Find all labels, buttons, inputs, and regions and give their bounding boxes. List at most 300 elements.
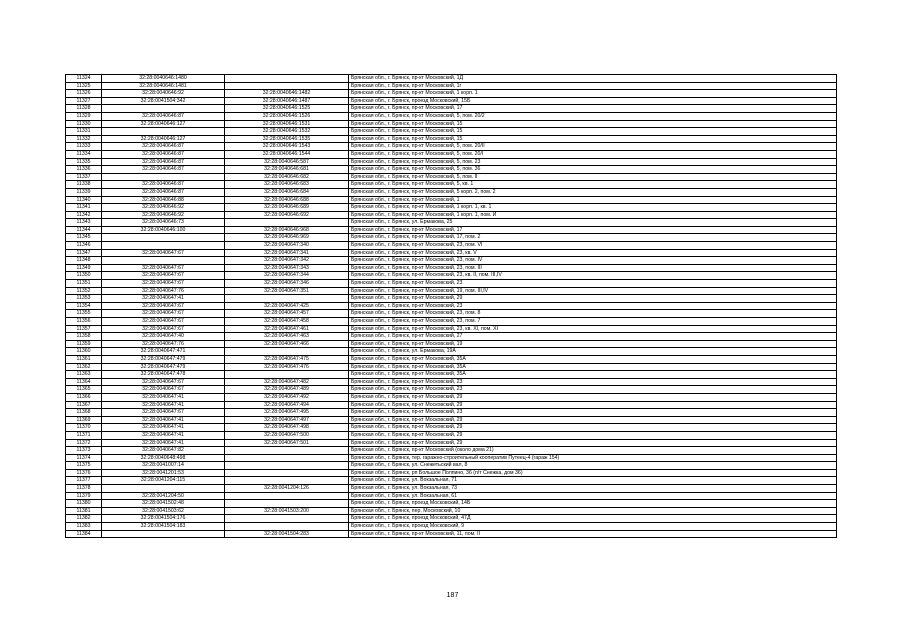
object-cadastral-number-cell [225, 515, 349, 523]
row-number-cell: 11334 [66, 150, 102, 158]
address-cell: Брянская обл., г. Брянск, пер. Московский, 10 [349, 507, 837, 515]
object-cadastral-number-cell [225, 447, 349, 455]
object-cadastral-number-cell [225, 462, 349, 470]
table-row [66, 181, 837, 189]
address-cell: Брянская обл., г. Брянск, проезд Московский, 15Б [349, 97, 837, 105]
table-row [66, 128, 837, 136]
object-cadastral-number-cell: 32:28:0040647:495 [225, 409, 349, 417]
object-cadastral-number-cell: 32:28:0040647:351 [225, 287, 349, 295]
table-row [66, 386, 837, 394]
object-cadastral-number-cell [225, 492, 349, 500]
cadastral-number-cell: 32:28:0040647:67 [102, 409, 225, 417]
object-cadastral-number-cell [225, 295, 349, 303]
row-number-cell: 11331 [66, 128, 102, 136]
row-number-cell: 11353 [66, 295, 102, 303]
cadastral-number-cell: 32:28:0040646:87 [102, 150, 225, 158]
address-cell: Брянская обл., г. Брянск, пр-кт Московский, 27 [349, 333, 837, 341]
row-number-cell: 11367 [66, 401, 102, 409]
address-cell: Брянская обл., г. Брянск, пр-кт Московский, 29 [349, 424, 837, 432]
row-number-cell: 11361 [66, 355, 102, 363]
table-row [66, 485, 837, 493]
row-number-cell: 11368 [66, 409, 102, 417]
row-number-cell: 11375 [66, 462, 102, 470]
row-number-cell: 11329 [66, 112, 102, 120]
cadastral-number-cell [102, 105, 225, 113]
address-cell: Брянская обл., г. Брянск, пр-кт Московский, 29 [349, 393, 837, 401]
registry-table-body [66, 75, 837, 538]
row-number-cell: 11346 [66, 242, 102, 250]
object-cadastral-number-cell: 32:28:0040647:461 [225, 325, 349, 333]
table-row [66, 401, 837, 409]
object-cadastral-number-cell: 32:28:0040647:343 [225, 264, 349, 272]
cadastral-number-cell: 32:28:0040646:73 [102, 219, 225, 227]
table-row [66, 105, 837, 113]
table-row [66, 523, 837, 531]
address-cell: Брянская обл., г. Брянск, ул. Вокзальная, 73 [349, 485, 837, 493]
object-cadastral-number-cell: 32:28:0040647:494 [225, 401, 349, 409]
object-cadastral-number-cell: 32:28:0040646:1525 [225, 105, 349, 113]
row-number-cell: 11384 [66, 530, 102, 538]
cadastral-number-cell: 32:28:0040647:41 [102, 401, 225, 409]
object-cadastral-number-cell [225, 477, 349, 485]
cadastral-number-cell: 32:28:0040647:67 [102, 310, 225, 318]
row-number-cell: 11371 [66, 431, 102, 439]
address-cell: Брянская обл., г. Брянск, пр-кт Московский, 5, пом. 20/II [349, 143, 837, 151]
address-cell: Брянская обл., г. Брянск, пр-кт Московский, 23, пом. 8 [349, 310, 837, 318]
row-number-cell: 11379 [66, 492, 102, 500]
table-row [66, 120, 837, 128]
address-cell: Брянская обл., г. Брянск, пр-кт Московский, 17 [349, 226, 837, 234]
address-cell: Брянская обл., г. Брянск, ул. Снежетьский вал, 8 [349, 462, 837, 470]
cadastral-number-cell: 32:28:0040647:41 [102, 393, 225, 401]
object-cadastral-number-cell: 32:28:0040647:342 [225, 257, 349, 265]
address-cell: Брянская обл., г. Брянск, пр-кт Московский, 5 корп. 2, пом. 2 [349, 188, 837, 196]
row-number-cell: 11337 [66, 173, 102, 181]
cadastral-number-cell: 32:28:0041503:62 [102, 507, 225, 515]
cadastral-number-cell: 32:28:0040647:82 [102, 447, 225, 455]
table-row [66, 492, 837, 500]
object-cadastral-number-cell [225, 348, 349, 356]
object-cadastral-number-cell: 32:28:0040647:482 [225, 378, 349, 386]
cadastral-number-cell: 32:28:0040646:92 [102, 211, 225, 219]
cadastral-number-cell: 32:28:0040646:100 [102, 226, 225, 234]
table-row [66, 515, 837, 523]
row-number-cell: 11345 [66, 234, 102, 242]
table-row [66, 135, 837, 143]
object-cadastral-number-cell: 32:28:0040647:425 [225, 302, 349, 310]
cadastral-number-cell: 32:28:0040646:87 [102, 158, 225, 166]
cadastral-number-cell: 32:28:0041201:53 [102, 469, 225, 477]
cadastral-number-cell: 32:28:0041504:342 [102, 97, 225, 105]
cadastral-number-cell: 32:28:0040647:76 [102, 340, 225, 348]
row-number-cell: 11370 [66, 424, 102, 432]
cadastral-number-cell [102, 234, 225, 242]
cadastral-number-cell: 32:28:0040647:67 [102, 378, 225, 386]
object-cadastral-number-cell: 32:28:0040646:689 [225, 204, 349, 212]
cadastral-number-cell: 32:28:0041007:14 [102, 462, 225, 470]
row-number-cell: 11347 [66, 249, 102, 257]
cadastral-number-cell: 32:28:0040646:87 [102, 188, 225, 196]
object-cadastral-number-cell: 32:28:0040647:498 [225, 424, 349, 432]
table-row [66, 439, 837, 447]
table-row [66, 150, 837, 158]
cadastral-number-cell: 32:28:0040647:41 [102, 295, 225, 303]
address-cell: Брянская обл., г. Брянск, проезд Московский, 9 [349, 523, 837, 531]
table-row [66, 340, 837, 348]
object-cadastral-number-cell: 32:28:0040647:457 [225, 310, 349, 318]
row-number-cell: 11372 [66, 439, 102, 447]
address-cell: Брянская обл., г. Брянск, пр-кт Московский, 15 [349, 120, 837, 128]
table-row [66, 97, 837, 105]
table-row [66, 264, 837, 272]
cadastral-number-cell: 32:28:0040646:87 [102, 181, 225, 189]
table-row [66, 310, 837, 318]
table-row [66, 378, 837, 386]
row-number-cell: 11352 [66, 287, 102, 295]
object-cadastral-number-cell: 32:28:0040646:682 [225, 173, 349, 181]
cadastral-number-cell: 32:28:0040647:41 [102, 431, 225, 439]
table-row [66, 507, 837, 515]
row-number-cell: 11336 [66, 166, 102, 174]
address-cell: Брянская обл., г. Брянск, пр-кт Московский, 1 корп. 1, кв. 1 [349, 204, 837, 212]
address-cell: Брянская обл., г. Брянск, пр-кт Московский, 1г [349, 82, 837, 90]
cadastral-number-cell: 32:28:0040647:67 [102, 325, 225, 333]
address-cell: Брянская обл., г. Брянск, пр-кт Московский, 5, пом. 20/2 [349, 112, 837, 120]
cadastral-number-cell: 32:28:0040647:471 [102, 348, 225, 356]
row-number-cell: 11349 [66, 264, 102, 272]
page-number: 187 [446, 592, 459, 599]
cadastral-number-cell: 32:28:0041204:50 [102, 492, 225, 500]
table-row [66, 318, 837, 326]
row-number-cell: 11358 [66, 333, 102, 341]
address-cell: Брянская обл., г. Брянск, пр-кт Московский, 23, кв. V [349, 249, 837, 257]
cadastral-number-cell: 32:28:0040647:41 [102, 424, 225, 432]
cadastral-number-cell: 32:28:0041504:183 [102, 523, 225, 531]
object-cadastral-number-cell: 32:28:0040647:466 [225, 340, 349, 348]
object-cadastral-number-cell: 32:28:0040646:1535 [225, 135, 349, 143]
address-cell: Брянская обл., г. Брянск, ул. Ермакова, 25 [349, 219, 837, 227]
object-cadastral-number-cell [225, 75, 349, 83]
row-number-cell: 11380 [66, 500, 102, 508]
cadastral-number-cell [102, 257, 225, 265]
row-number-cell: 11359 [66, 340, 102, 348]
cadastral-number-cell: 32:28:0040647:67 [102, 302, 225, 310]
registry-table [65, 74, 837, 538]
row-number-cell: 11378 [66, 485, 102, 493]
address-cell: Брянская обл., г. Брянск, рп Большое Полпино, 36 (п/т Снежка, дом 36) [349, 469, 837, 477]
object-cadastral-number-cell: 32:28:0041503:200 [225, 507, 349, 515]
row-number-cell: 11338 [66, 181, 102, 189]
cadastral-number-cell [102, 128, 225, 136]
table-row [66, 530, 837, 538]
object-cadastral-number-cell: 32:28:0040646:1532 [225, 128, 349, 136]
table-row [66, 462, 837, 470]
object-cadastral-number-cell: 32:28:0040646:1543 [225, 143, 349, 151]
address-cell: Брянская обл., г. Брянск, пр-кт Московский, 29 [349, 416, 837, 424]
object-cadastral-number-cell: 32:28:0040646:681 [225, 166, 349, 174]
table-row [66, 226, 837, 234]
address-cell: Брянская обл., г. Брянск, пр-кт Московский, 23 [349, 386, 837, 394]
address-cell: Брянская обл., г. Брянск, пр-кт Московский, 19 [349, 340, 837, 348]
address-cell: Брянская обл., г. Брянск, пр-кт Московский, 5, пом. 36 [349, 166, 837, 174]
address-cell: Брянская обл., г. Брянск, пр-кт Московский, 23, пом. VI [349, 242, 837, 250]
address-cell: Брянская обл., г. Брянск, пр-кт Московский, 29 [349, 439, 837, 447]
table-row [66, 409, 837, 417]
row-number-cell: 11360 [66, 348, 102, 356]
address-cell: Брянская обл., г. Брянск, пр-кт Московский, 23, кв. XI, пом. XI [349, 325, 837, 333]
row-number-cell: 11344 [66, 226, 102, 234]
table-row [66, 348, 837, 356]
object-cadastral-number-cell: 32:28:0040647:463 [225, 333, 349, 341]
row-number-cell: 11369 [66, 416, 102, 424]
row-number-cell: 11373 [66, 447, 102, 455]
address-cell: Брянская обл., г. Брянск, проезд Московский, 14Б [349, 500, 837, 508]
table-row [66, 333, 837, 341]
table-row [66, 477, 837, 485]
address-cell: Брянская обл., г. Брянск, пр-кт Московский, 35А [349, 363, 837, 371]
row-number-cell: 11335 [66, 158, 102, 166]
cadastral-number-cell: 32:28:0040647:67 [102, 318, 225, 326]
cadastral-number-cell: 32:28:0040647:76 [102, 287, 225, 295]
cadastral-number-cell: 32:28:0040648:498 [102, 454, 225, 462]
table-row [66, 234, 837, 242]
row-number-cell: 11383 [66, 523, 102, 531]
cadastral-number-cell: 32:28:0040647:67 [102, 272, 225, 280]
cadastral-number-cell: 32:28:0040647:41 [102, 439, 225, 447]
row-number-cell: 11365 [66, 386, 102, 394]
address-cell: Брянская обл., г. Брянск, пр-кт Московский, 11, пом. II [349, 530, 837, 538]
address-cell: Брянская обл., г. Брянск, пр-кт Московский (около дома 21) [349, 447, 837, 455]
row-number-cell: 11355 [66, 310, 102, 318]
address-cell: Брянская обл., г. Брянск, ул. Вокзальная, 61 [349, 492, 837, 500]
address-cell: Брянская обл., г. Брянск, пр-кт Московский, 15 [349, 135, 837, 143]
cadastral-number-cell: 32:28:0040646:127 [102, 120, 225, 128]
table-row [66, 325, 837, 333]
address-cell: Брянская обл., г. Брянск, пр-кт Московский, 23, пом. III [349, 264, 837, 272]
address-cell: Брянская обл., г. Брянск, пр-кт Московский, 1 [349, 196, 837, 204]
row-number-cell: 11324 [66, 75, 102, 83]
object-cadastral-number-cell: 32:28:0040646:969 [225, 234, 349, 242]
row-number-cell: 11382 [66, 515, 102, 523]
object-cadastral-number-cell [225, 371, 349, 379]
table-row [66, 280, 837, 288]
object-cadastral-number-cell: 32:28:0040646:688 [225, 196, 349, 204]
address-cell: Брянская обл., г. Брянск, пр-кт Московский, 23 [349, 409, 837, 417]
object-cadastral-number-cell [225, 454, 349, 462]
object-cadastral-number-cell [225, 82, 349, 90]
row-number-cell: 11376 [66, 469, 102, 477]
cadastral-number-cell: 32:28:0040646:127 [102, 135, 225, 143]
object-cadastral-number-cell: 32:28:0041204:126 [225, 485, 349, 493]
table-row [66, 188, 837, 196]
row-number-cell: 11356 [66, 318, 102, 326]
table-row [66, 447, 837, 455]
address-cell: Брянская обл., г. Брянск, пр-кт Московский, 35А [349, 371, 837, 379]
object-cadastral-number-cell: 32:28:0040646:1544 [225, 150, 349, 158]
object-cadastral-number-cell: 32:28:0040647:475 [225, 355, 349, 363]
object-cadastral-number-cell: 32:28:0040646:1482 [225, 90, 349, 98]
table-row [66, 173, 837, 181]
table-row [66, 249, 837, 257]
row-number-cell: 11333 [66, 143, 102, 151]
table-row [66, 454, 837, 462]
table-row [66, 431, 837, 439]
address-cell: Брянская обл., г. Брянск, тер. гаражно-строительный кооператив Путеец-4 (гараж 154) [349, 454, 837, 462]
table-row [66, 393, 837, 401]
object-cadastral-number-cell: 32:28:0040647:501 [225, 439, 349, 447]
cadastral-number-cell [102, 242, 225, 250]
table-row [66, 242, 837, 250]
cadastral-number-cell: 32:28:0041204:115 [102, 477, 225, 485]
address-cell: Брянская обл., г. Брянск, пр-кт Московский, 5, кв. 1 [349, 181, 837, 189]
address-cell: Брянская обл., г. Брянск, пр-кт Московский, 23, пом. 7 [349, 318, 837, 326]
row-number-cell: 11357 [66, 325, 102, 333]
object-cadastral-number-cell: 32:28:0040646:587 [225, 158, 349, 166]
row-number-cell: 11377 [66, 477, 102, 485]
cadastral-number-cell: 32:28:0040646:87 [102, 143, 225, 151]
object-cadastral-number-cell [225, 523, 349, 531]
cadastral-number-cell: 32:28:0040646:1480 [102, 75, 225, 83]
table-row [66, 469, 837, 477]
address-cell: Брянская обл., г. Брянск, пр-кт Московский, 29 [349, 295, 837, 303]
row-number-cell: 11332 [66, 135, 102, 143]
cadastral-number-cell: 32:28:0040647:67 [102, 249, 225, 257]
table-row [66, 143, 837, 151]
address-cell: Брянская обл., г. Брянск, пр-кт Московский, 1 корп. 1 [349, 90, 837, 98]
row-number-cell: 11340 [66, 196, 102, 204]
cadastral-number-cell: 32:28:0040647:67 [102, 386, 225, 394]
object-cadastral-number-cell: 32:28:0040647:344 [225, 272, 349, 280]
table-row [66, 295, 837, 303]
row-number-cell: 11342 [66, 211, 102, 219]
address-cell: Брянская обл., г. Брянск, пр-кт Московский, 35А [349, 355, 837, 363]
object-cadastral-number-cell: 32:28:0040646:684 [225, 188, 349, 196]
object-cadastral-number-cell: 32:28:0040647:346 [225, 280, 349, 288]
address-cell: Брянская обл., г. Брянск, пр-кт Московский, 5, пом. II [349, 173, 837, 181]
address-cell: Брянская обл., г. Брянск, пр-кт Московский, 19, пом. III,IV [349, 287, 837, 295]
cadastral-number-cell: 32:28:0040647:479 [102, 355, 225, 363]
object-cadastral-number-cell: 32:28:0040646:1526 [225, 112, 349, 120]
row-number-cell: 11348 [66, 257, 102, 265]
address-cell: Брянская обл., г. Брянск, пр-кт Московский, 29 [349, 431, 837, 439]
row-number-cell: 11330 [66, 120, 102, 128]
table-row [66, 355, 837, 363]
object-cadastral-number-cell: 32:28:0040647:476 [225, 363, 349, 371]
address-cell: Брянская обл., г. Брянск, пр-кт Московский, 5, пом. 23 [349, 158, 837, 166]
row-number-cell: 11328 [66, 105, 102, 113]
address-cell: Брянская обл., г. Брянск, ул. Ермакова, 19А [349, 348, 837, 356]
address-cell: Брянская обл., г. Брянск, пр-кт Московский, 23 [349, 280, 837, 288]
table-row [66, 166, 837, 174]
cadastral-number-cell: 32:28:0040646:87 [102, 112, 225, 120]
object-cadastral-number-cell: 32:28:0041504:283 [225, 530, 349, 538]
cadastral-number-cell: 32:28:0040646:88 [102, 196, 225, 204]
table-row [66, 424, 837, 432]
cadastral-number-cell: 32:28:0041502:48 [102, 500, 225, 508]
row-number-cell: 11354 [66, 302, 102, 310]
cadastral-number-cell: 32:28:0040647:40 [102, 333, 225, 341]
table-row [66, 363, 837, 371]
address-cell: Брянская обл., г. Брянск, пр-кт Московский, 17, пом. 2 [349, 234, 837, 242]
object-cadastral-number-cell [225, 500, 349, 508]
cadastral-number-cell: 32:28:0040646:92 [102, 204, 225, 212]
table-row [66, 302, 837, 310]
object-cadastral-number-cell: 32:28:0040647:500 [225, 431, 349, 439]
row-number-cell: 11339 [66, 188, 102, 196]
object-cadastral-number-cell: 32:28:0040647:341 [225, 249, 349, 257]
row-number-cell: 11366 [66, 393, 102, 401]
table-row [66, 257, 837, 265]
cadastral-number-cell [102, 485, 225, 493]
table-row [66, 75, 837, 83]
row-number-cell: 11381 [66, 507, 102, 515]
object-cadastral-number-cell [225, 469, 349, 477]
address-cell: Брянская обл., г. Брянск, пр-кт Московский, 29 [349, 401, 837, 409]
object-cadastral-number-cell: 32:28:0040646:1531 [225, 120, 349, 128]
table-row [66, 371, 837, 379]
address-cell: Брянская обл., г. Брянск, пр-кт Московский, 17 [349, 105, 837, 113]
address-cell: Брянская обл., г. Брянск, пр-кт Московский, 23, кв. II, пом. III,IV [349, 272, 837, 280]
object-cadastral-number-cell: 32:28:0040647:497 [225, 416, 349, 424]
row-number-cell: 11374 [66, 454, 102, 462]
cadastral-number-cell: 32:28:0040646:1481 [102, 82, 225, 90]
row-number-cell: 11363 [66, 371, 102, 379]
cadastral-number-cell: 32:28:0040646:87 [102, 166, 225, 174]
cadastral-number-cell: 32:28:0041504:176 [102, 515, 225, 523]
object-cadastral-number-cell: 32:28:0040646:1487 [225, 97, 349, 105]
table-row [66, 211, 837, 219]
object-cadastral-number-cell: 32:28:0040647:489 [225, 386, 349, 394]
address-cell: Брянская обл., г. Брянск, пр-кт Московский, 1Д [349, 75, 837, 83]
object-cadastral-number-cell: 32:28:0040646:692 [225, 211, 349, 219]
address-cell: Брянская обл., г. Брянск, проезд Московский, 47Д [349, 515, 837, 523]
cadastral-number-cell [102, 530, 225, 538]
row-number-cell: 11325 [66, 82, 102, 90]
table-row [66, 82, 837, 90]
table-row [66, 272, 837, 280]
object-cadastral-number-cell: 32:28:0040647:492 [225, 393, 349, 401]
row-number-cell: 11350 [66, 272, 102, 280]
table-row [66, 219, 837, 227]
address-cell: Брянская обл., г. Брянск, пр-кт Московский, 23, пом. IV [349, 257, 837, 265]
cadastral-number-cell: 32:28:0040647:479 [102, 363, 225, 371]
table-row [66, 90, 837, 98]
address-cell: Брянская обл., г. Брянск, ул. Вокзальная, 71 [349, 477, 837, 485]
table-row [66, 196, 837, 204]
address-cell: Брянская обл., г. Брянск, пр-кт Московский, 1 корп. 1, пом. И [349, 211, 837, 219]
object-cadastral-number-cell: 32:28:0040647:458 [225, 318, 349, 326]
row-number-cell: 11362 [66, 363, 102, 371]
row-number-cell: 11343 [66, 219, 102, 227]
row-number-cell: 11364 [66, 378, 102, 386]
cadastral-number-cell: 32:28:0040647:478 [102, 371, 225, 379]
cadastral-number-cell [102, 173, 225, 181]
table-row [66, 112, 837, 120]
object-cadastral-number-cell [225, 219, 349, 227]
table-row [66, 416, 837, 424]
row-number-cell: 11326 [66, 90, 102, 98]
table-row [66, 158, 837, 166]
row-number-cell: 11327 [66, 97, 102, 105]
cadastral-number-cell: 32:28:0040647:41 [102, 416, 225, 424]
cadastral-number-cell: 32:28:0040647:67 [102, 264, 225, 272]
address-cell: Брянская обл., г. Брянск, пр-кт Московский, 5, пом. 20/I [349, 150, 837, 158]
address-cell: Брянская обл., г. Брянск, пр-кт Московский, 15 [349, 128, 837, 136]
table-row [66, 500, 837, 508]
cadastral-number-cell: 32:28:0040647:67 [102, 280, 225, 288]
row-number-cell: 11351 [66, 280, 102, 288]
object-cadastral-number-cell: 32:28:0040647:340 [225, 242, 349, 250]
